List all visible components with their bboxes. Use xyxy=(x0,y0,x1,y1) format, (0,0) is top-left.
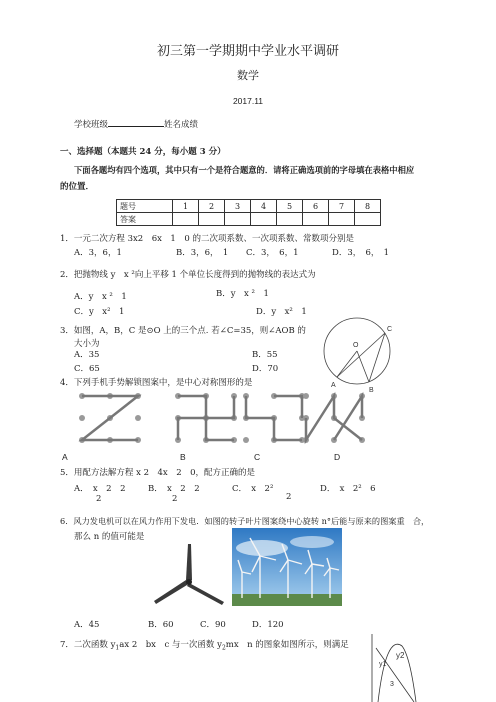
label-y2: y2 xyxy=(396,651,405,660)
question-number-cell: 3 xyxy=(225,200,251,213)
q4-label-a: A xyxy=(62,452,68,462)
q1-option-c: C．3， 6，1 xyxy=(246,248,299,258)
answer-cell[interactable] xyxy=(277,213,303,226)
q1-option-d: D．3， 6， 1 xyxy=(332,248,390,258)
q1-option-b: B．3，6， 1 xyxy=(176,248,229,258)
answer-cell[interactable] xyxy=(303,213,329,226)
q4-pattern-b xyxy=(172,388,240,452)
question-number-cell: 5 xyxy=(277,200,303,213)
label-a: A xyxy=(331,382,336,389)
table-row-label: 答案 xyxy=(117,213,173,226)
q1-option-a: A．3，6，1 xyxy=(74,248,122,258)
q4-stem: 4．下列手机手势解锁图案中，是中心对称图形的是 xyxy=(60,378,253,388)
q7-stem xyxy=(60,638,349,652)
label-c: C xyxy=(387,326,393,333)
q3-stem: 3．如图，A，B，C 是⊙O 上的三个点. 若∠C=35，则∠AOB 的 xyxy=(60,326,306,336)
q3-option-d: D．70 xyxy=(252,364,279,374)
q4-label-d: D xyxy=(334,452,341,462)
label-y1: y1 xyxy=(379,661,387,668)
section-instruction-2: 的位置． xyxy=(60,182,95,192)
q5-option-b: B． x 2 2 xyxy=(148,484,200,494)
q7-sub-1: 1 xyxy=(115,644,120,652)
answer-cell[interactable] xyxy=(251,213,277,226)
info-school-class-label: 学校班级 xyxy=(74,120,109,130)
question-number-cell: 8 xyxy=(355,200,381,213)
q4-pattern-c xyxy=(240,388,308,452)
info-name-score-label: 姓名成绩 xyxy=(164,120,199,130)
q3-option-b: B．55 xyxy=(252,350,278,360)
q5-option-c-denominator: 2 xyxy=(286,492,292,502)
question-number-cell: 2 xyxy=(199,200,225,213)
q6-stem-2: 那么 n 的值可能是 xyxy=(74,532,145,542)
answer-cell[interactable] xyxy=(173,213,199,226)
q2-stem: 2．把抛物线 y x ²向上平移 1 个单位长度得到的抛物线的表达式为 xyxy=(60,270,316,280)
question-number-cell: 7 xyxy=(329,200,355,213)
q7-sub-2: 2 xyxy=(221,644,226,652)
q4-pattern-d xyxy=(300,388,368,452)
q3-option-a: A．35 xyxy=(74,350,100,360)
info-blank xyxy=(108,120,164,127)
question-number-cell: 4 xyxy=(251,200,277,213)
q1-stem: 1．一元二次方程 3x2 6x 1 0 的二次项系数、一次项系数、常数项分别是 xyxy=(60,234,354,244)
label-o: O xyxy=(353,342,359,349)
answer-table-header-row xyxy=(117,200,381,213)
answer-cell[interactable] xyxy=(329,213,355,226)
section-instruction-1: 下面各题均有四个选项，其中只有一个是符合题意的．请将正确选项前的字母填在表格中相应 xyxy=(74,165,415,175)
subject-title: 数学 xyxy=(237,69,259,82)
q6-option-c: C．90 xyxy=(200,620,226,630)
q5-option-a-denominator: 2 xyxy=(96,494,102,504)
segment-ob xyxy=(357,351,369,382)
q6-option-d: D．120 xyxy=(252,620,284,630)
wind-turbine-photo xyxy=(232,528,342,606)
q7-stem-part-c: mx n 的图象如图所示，则满足 xyxy=(225,640,349,650)
q5-stem: 5．用配方法解方程 x 2 4x 2 0，配方正确的是 xyxy=(60,468,256,478)
page-title: 初三第一学期期中学业水平调研 xyxy=(156,44,339,59)
answer-cell[interactable] xyxy=(355,213,381,226)
exam-date: 2017.11 xyxy=(232,96,264,106)
q5-option-a: A． x 2 2 xyxy=(74,484,126,494)
segment-oa xyxy=(337,351,357,377)
label-b: B xyxy=(369,387,374,394)
q6-option-a: A．45 xyxy=(74,620,100,630)
q7-stem-part-b: ax 2 bx c 与一次函数 y xyxy=(119,640,222,650)
q6-rotor-figure xyxy=(150,540,228,616)
q2-option-a: A．y x ² 1 xyxy=(74,292,127,302)
q7-function-figure xyxy=(352,628,422,702)
question-number-cell: 1 xyxy=(173,200,199,213)
q6-stem: 6．风力发电机可以在风力作用下发电．如图的转子叶片图案绕中心旋转 n°后能与原来的图案重 合， xyxy=(60,516,430,526)
answer-table-answer-row xyxy=(117,213,381,226)
answer-cell[interactable] xyxy=(225,213,251,226)
q3-stem-2: 大小为 xyxy=(74,339,100,349)
q4-label-b: B xyxy=(180,452,186,462)
q3-option-c: C．65 xyxy=(74,364,100,374)
question-number-cell: 6 xyxy=(303,200,329,213)
q2-option-b: B．y x ² 1 xyxy=(216,289,269,299)
q3-circle-figure xyxy=(316,314,406,396)
q5-option-d: D． x 2² 6 xyxy=(320,484,376,494)
answer-cell[interactable] xyxy=(199,213,225,226)
q7-stem-part-a: 7．二次函数 y xyxy=(60,640,116,650)
q6-option-b: B．60 xyxy=(148,620,174,630)
label-3: 3 xyxy=(390,681,394,688)
q2-option-c: C．y x² 1 xyxy=(74,307,125,317)
q5-option-c: C． x 2² xyxy=(232,484,274,494)
student-info-line xyxy=(74,118,198,130)
q4-pattern-a xyxy=(76,388,144,452)
q5-option-b-denominator: 2 xyxy=(172,494,178,504)
answer-table xyxy=(116,199,381,226)
q2-option-d: D．y x² 1 xyxy=(256,307,307,317)
section-title: 一、选择题（本题共 24 分，每小题 3 分） xyxy=(60,147,226,157)
q4-label-c: C xyxy=(254,452,261,462)
table-row-label: 题号 xyxy=(117,200,173,213)
